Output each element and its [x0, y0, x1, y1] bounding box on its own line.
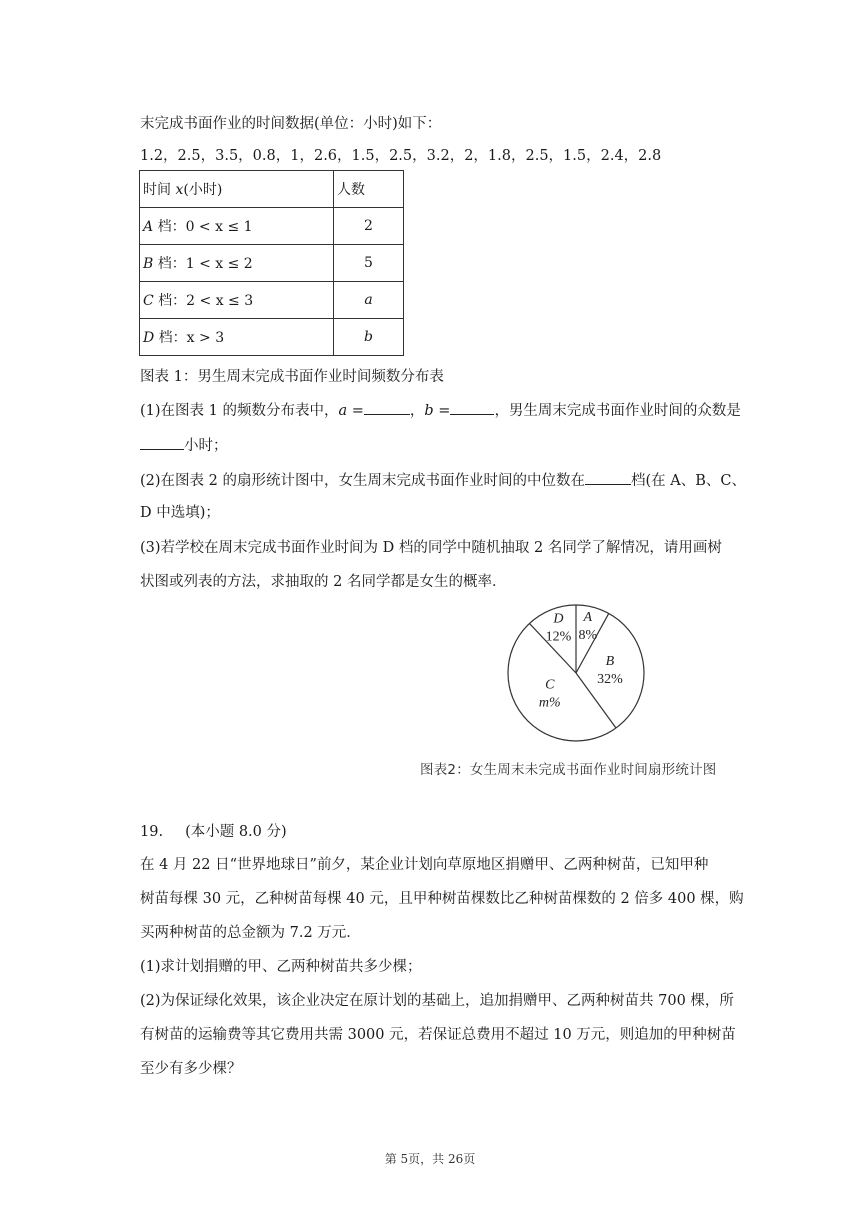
intro-line: 末完成书面作业的时间数据(单位：小时)如下：	[140, 116, 442, 132]
table-row: C 档：2 < x ≤ 3 a	[140, 282, 404, 319]
pie-pct-b: 32%	[597, 671, 623, 687]
pie-label-a: A	[583, 609, 593, 625]
question-19-line: 至少有多少棵？	[140, 1061, 242, 1077]
question-19-line: 有树苗的运输费等其它费用共需 3000 元，若保证总费用不超过 10 万元，则追加的甲种树苗	[140, 1027, 736, 1043]
pie-slices	[508, 605, 644, 741]
answer-blank-a	[364, 399, 410, 415]
pie-pct-c: m%	[538, 695, 561, 711]
pie-label-d: D	[553, 611, 564, 627]
pie-label-c: C	[545, 677, 555, 693]
answer-blank-median	[585, 469, 631, 485]
table-header-row	[140, 171, 404, 208]
question-2-line-2: D 中选填)；	[140, 505, 220, 521]
question-1-line-2: 小时；	[140, 434, 228, 456]
question-19-line: 在 4 月 22 日“世界地球日”前夕，某企业计划向草原地区捐赠甲、乙两种树苗，已知甲种	[140, 857, 709, 873]
table-caption: 图表 1：男生周末完成书面作业时间频数分布表	[140, 369, 444, 385]
question-3-line-2: 状图或列表的方法，求抽取的 2 名同学都是女生的概率．	[140, 574, 507, 590]
table-row: D 档：x > 3 b	[140, 319, 404, 356]
table-row: A 档：0 < x ≤ 1 2	[140, 208, 404, 245]
question-19-line: (1)求计划捐赠的甲、乙两种树苗共多少棵；	[140, 959, 422, 975]
pie-pct-d: 12%	[545, 629, 572, 645]
pie-chart	[505, 602, 647, 744]
pie-pct-a: 8%	[578, 627, 598, 643]
table-row: B 档：1 < x ≤ 2 5	[140, 245, 404, 282]
frequency-table	[139, 170, 404, 356]
answer-blank-b	[450, 399, 494, 415]
question-19-line: 树苗每棵 30 元，乙种树苗每棵 40 元，且甲种树苗棵数比乙种树苗棵数的 2 倍多 400 棵，购	[140, 891, 744, 907]
header-time-cell: 时间 x(小时)	[140, 171, 334, 208]
data-line: 1.2，2.5，3.5，0.8，1，2.6，1.5，2.5，3.2，2，1.8，2.5，1.5，2.4，2.8	[140, 148, 662, 164]
question-19-line: 买两种树苗的总金额为 7.2 万元．	[140, 925, 361, 941]
pie-label-b: B	[605, 653, 615, 669]
page-footer: 第 5页，共 26页	[384, 1152, 476, 1166]
answer-blank-mode	[140, 434, 184, 450]
pie-caption: 图表2：女生周末未完成书面作业时间扇形统计图	[420, 762, 717, 778]
header-count-cell: 人数	[334, 171, 404, 208]
question-2-line-1: (2)在图表 2 的扇形统计图中，女生周末完成书面作业时间的中位数在 档(在 A、B、C、	[140, 469, 746, 491]
question-19-line: (2)为保证绿化效果，该企业决定在原计划的基础上，追加捐赠甲、乙两种树苗共 700 棵，所	[140, 993, 734, 1009]
question-1-line-1: (1)在图表 1 的频数分布表中，a = ，b = ，男生周末完成书面作业时间的众数是	[140, 399, 741, 421]
question-3-line-1: (3)若学校在周末完成书面作业时间为 D 档的同学中随机抽取 2 名同学了解情况，请用画树	[140, 540, 722, 556]
question-19-header: 19. (本小题 8.0 分)	[140, 824, 287, 840]
